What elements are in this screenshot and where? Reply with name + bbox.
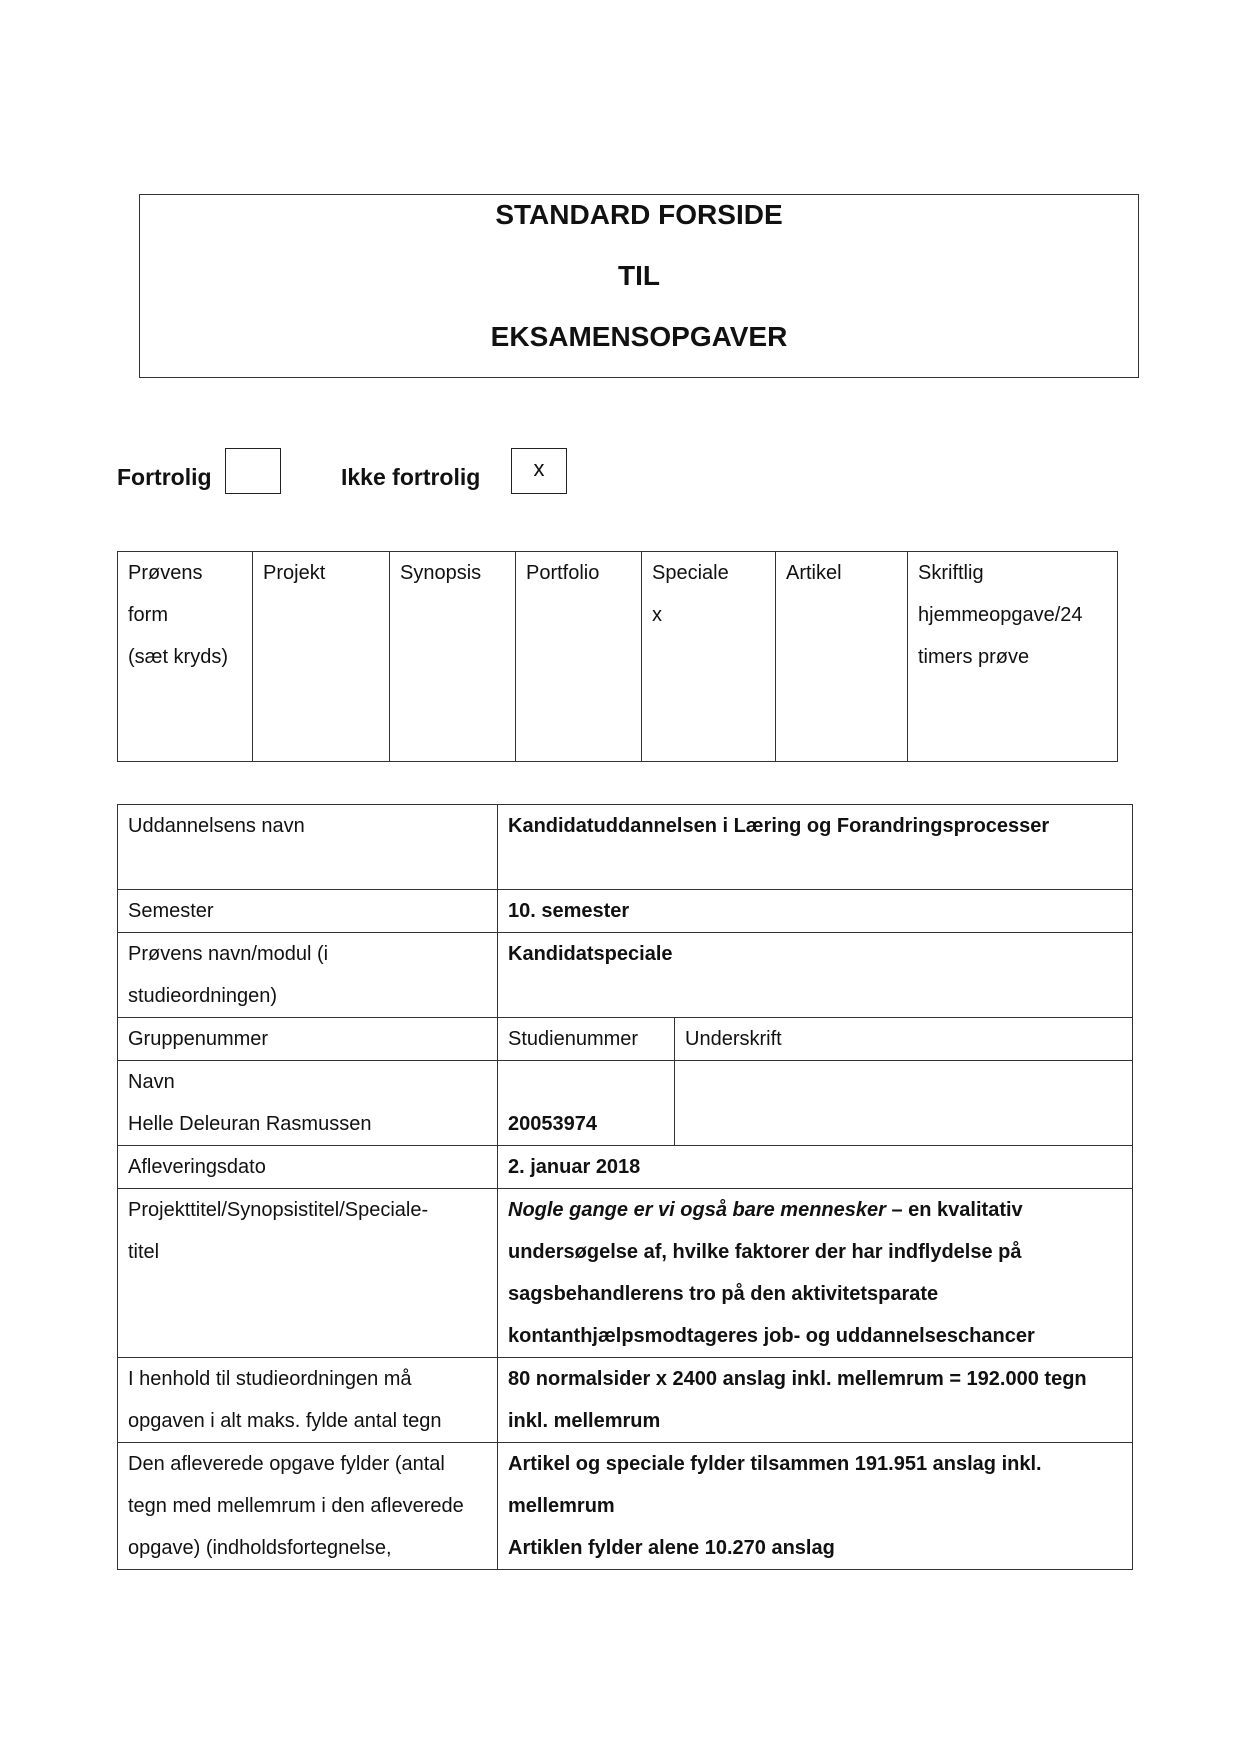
fortrolig-label: Fortrolig (117, 464, 212, 490)
project-title-label-line1: Projekttitel/Synopsistitel/Speciale- (128, 1199, 429, 1221)
project-title-label (118, 1189, 498, 1358)
module-label (118, 933, 498, 1018)
project-title-value (498, 1189, 1133, 1358)
form-option-speciale[interactable] (642, 552, 776, 762)
delivered-chars-label-line1: Den afleverede opgave fylder (antal (128, 1453, 445, 1475)
ikke-fortrolig-checkbox[interactable]: x (511, 448, 567, 494)
max-chars-label (118, 1358, 498, 1443)
project-title-value-line4: kontanthjælpsmodtageres job- og uddannelseschancer (508, 1325, 1035, 1347)
project-title-value-line3: sagsbehandlerens tro på den aktivitetsparate (508, 1283, 939, 1305)
signature-field[interactable] (675, 1061, 1133, 1146)
group-label: Gruppenummer (118, 1018, 498, 1061)
group-row (118, 1018, 1133, 1061)
education-value: Kandidatuddannelsen i Læring og Forandringsprocesser (498, 805, 1133, 890)
project-title-label-line2: titel (128, 1241, 160, 1263)
max-chars-value (498, 1358, 1133, 1443)
project-title-italic: Nogle gange er vi også bare mennesker (508, 1199, 886, 1221)
project-title-line1-rest: – en kvalitativ (885, 1199, 1023, 1221)
student-number-header: Studienummer (498, 1018, 675, 1061)
title-line-3: EKSAMENSOPGAVER (490, 321, 788, 352)
module-label-line1: Prøvens navn/modul (i (128, 943, 329, 965)
student-number-value: 20053974 (498, 1061, 675, 1146)
max-chars-label-line1: I henhold til studieordningen må (128, 1368, 412, 1390)
fortrolig-checkbox[interactable] (225, 448, 281, 494)
form-header-line2: form (128, 604, 168, 626)
ikke-fortrolig-label: Ikke fortrolig (341, 464, 481, 490)
form-option-label-line3: timers prøve (918, 646, 1030, 668)
semester-value: 10. semester (498, 890, 1133, 933)
module-value: Kandidatspeciale (498, 933, 1133, 1018)
delivery-row (118, 1146, 1133, 1189)
delivered-chars-row (118, 1443, 1133, 1570)
project-title-row (118, 1189, 1133, 1358)
form-option-label: Skriftlig (918, 562, 984, 584)
module-row (118, 933, 1133, 1018)
max-chars-row (118, 1358, 1133, 1443)
education-row (118, 805, 1133, 890)
max-chars-value-line2: inkl. mellemrum (508, 1410, 661, 1432)
form-option-skriftlig[interactable] (908, 552, 1118, 762)
form-option-synopsis[interactable] (390, 552, 516, 762)
project-title-value-line1 (508, 1189, 1122, 1231)
info-table (117, 804, 1133, 1570)
name-label-cell (118, 1061, 498, 1146)
form-option-label-line2: hjemmeopgave/24 (918, 604, 1083, 626)
form-option-label: Synopsis (400, 562, 482, 584)
semester-label: Semester (118, 890, 498, 933)
person-name: Helle Deleuran Rasmussen (128, 1113, 372, 1135)
title-line-1: STANDARD FORSIDE (495, 199, 783, 230)
form-header-cell (118, 552, 253, 762)
delivered-chars-value-line2: mellemrum (508, 1495, 615, 1517)
max-chars-label-line2: opgaven i alt maks. fylde antal tegn (128, 1410, 442, 1432)
delivery-label: Afleveringsdato (118, 1146, 498, 1189)
form-option-label: Speciale (652, 562, 729, 584)
form-option-mark: x (652, 604, 662, 626)
delivered-chars-value (498, 1443, 1133, 1570)
signature-header: Underskrift (675, 1018, 1133, 1061)
form-header-line3: (sæt kryds) (128, 646, 228, 668)
module-label-line2: studieordningen) (128, 985, 277, 1007)
name-row (118, 1061, 1133, 1146)
form-option-label: Projekt (263, 562, 326, 584)
exam-form-table (117, 551, 1118, 762)
form-header-line1: Prøvens (128, 562, 203, 584)
form-option-artikel[interactable] (776, 552, 908, 762)
delivered-chars-label-line2: tegn med mellemrum i den afleverede (128, 1495, 464, 1517)
form-option-label: Portfolio (526, 562, 600, 584)
delivered-chars-label-line3: opgave) (indholdsfortegnelse, (128, 1537, 392, 1559)
title-box (139, 194, 1139, 378)
project-title-value-line2: undersøgelse af, hvilke faktorer der har indflydelse på (508, 1241, 1022, 1263)
title-line-2: TIL (618, 260, 660, 291)
form-option-portfolio[interactable] (516, 552, 642, 762)
education-label: Uddannelsens navn (118, 805, 498, 890)
delivery-value: 2. januar 2018 (498, 1146, 1133, 1189)
form-option-projekt[interactable] (253, 552, 390, 762)
form-option-label: Artikel (786, 562, 842, 584)
delivered-chars-value-line1: Artikel og speciale fylder tilsammen 191.951 anslag inkl. (508, 1453, 1042, 1475)
delivered-chars-label (118, 1443, 498, 1570)
semester-row (118, 890, 1133, 933)
delivered-chars-value-line3: Artiklen fylder alene 10.270 anslag (508, 1537, 835, 1559)
max-chars-value-line1: 80 normalsider x 2400 anslag inkl. mellemrum = 192.000 tegn (508, 1368, 1087, 1390)
name-label: Navn (128, 1071, 175, 1093)
